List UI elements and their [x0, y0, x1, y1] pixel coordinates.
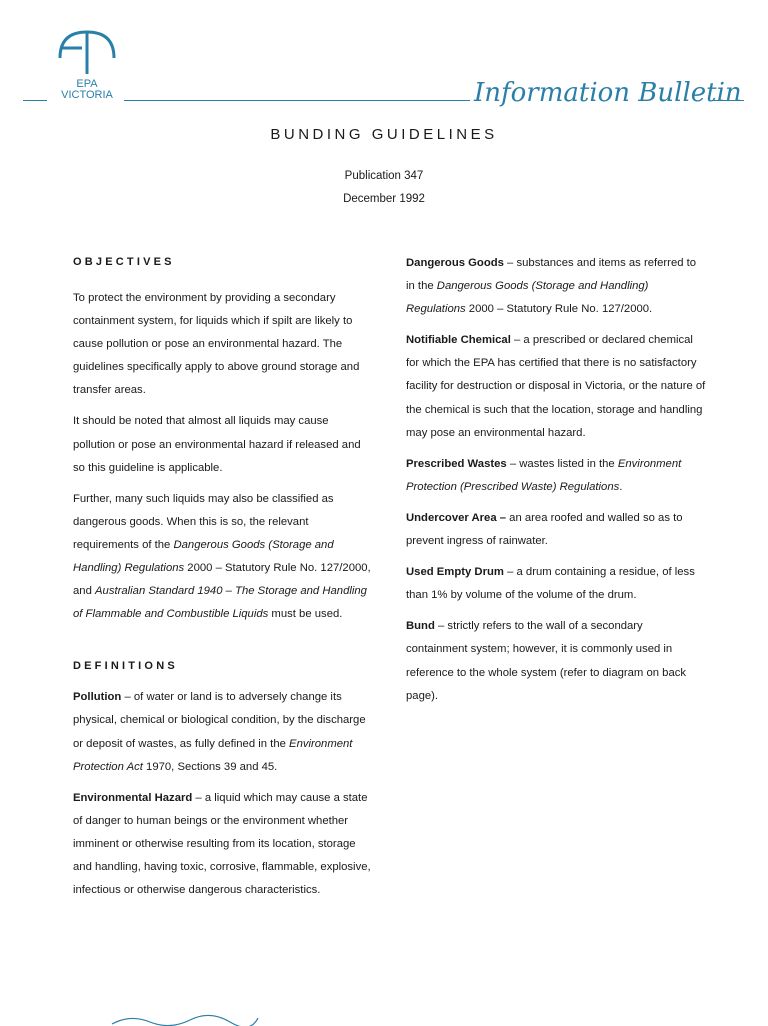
right-column: [406, 252, 706, 716]
bund-text: – strictly refers to the wall of a secondary containment system; however, it is commonly used in reference to the whole system (refer to diagram on back page).: [406, 620, 687, 702]
definitions-heading: DEFINITIONS: [73, 660, 178, 673]
header-rule-left: [23, 100, 47, 101]
pw-italic-regs: Environment Protection (Prescribed Waste) Regulations: [406, 457, 682, 493]
definition-notifiable-chemical: [406, 329, 706, 444]
logo-text: [52, 79, 122, 101]
definition-bund: [406, 615, 706, 707]
objectives-paragraph-1: To protect the environment by providing a secondary containment system, for liquids which if spilt are likely to cause pollution or pose an environmental hazard. The guidelines specifically apply to above ground storage and transfer areas.: [73, 292, 360, 397]
logo-line-2: VICTORIA: [61, 89, 113, 101]
header: [0, 0, 768, 112]
term-environmental-hazard: Environmental Hazard: [73, 791, 193, 804]
term-pollution: Pollution: [73, 691, 122, 704]
p3-text-a: Further, many such liquids may also be classified as dangerous goods. When this is so, the relevant requirements of the: [73, 492, 334, 551]
pollution-text-c: 1970, Sections 39 and 45.: [142, 760, 278, 773]
term-used-empty-drum: Used Empty Drum: [406, 566, 504, 579]
ua-text: an area roofed and walled so as to prevent ingress of rainwater.: [406, 511, 683, 548]
dg-italic-regs: Dangerous Goods (Storage and Handling) Regulations: [406, 280, 649, 316]
dg-text-c: 2000 – Statutory Rule No. 127/2000.: [465, 303, 653, 316]
nc-text: – a prescribed or declared chemical for which the EPA has certified that there is no satisfactory facility for destruction or disposal in Victoria, or the nature of the chemical is such that the location, storage and handling may pose an environmental hazard.: [406, 334, 706, 439]
term-dangerous-goods: Dangerous Goods: [406, 257, 504, 269]
page-title: BUNDING GUIDELINES: [270, 126, 498, 143]
objectives-heading: OBJECTIVES: [73, 256, 175, 268]
bulletin-title: Information Bulletin: [474, 78, 742, 108]
definition-dangerous-goods: [406, 252, 706, 321]
epa-logo-icon: [56, 28, 118, 74]
pollution-text-a: – of water or land is to adversely change its physical, chemical or biological condition, by the discharge or deposit of wastes, as fully defined in the: [73, 691, 366, 750]
header-rule-middle: [124, 100, 470, 101]
definition-pollution: [73, 686, 373, 778]
definition-undercover-area: [406, 507, 706, 553]
pw-text-c: .: [619, 480, 623, 493]
term-prescribed-wastes: Prescribed Wastes: [406, 457, 507, 470]
p3-italic-standard: Australian Standard 1940 – The Storage and Handling of Flammable and Combustible Liquids: [73, 585, 367, 621]
term-bund: Bund: [406, 620, 435, 633]
objectives-paragraph-3: [73, 488, 373, 627]
publication-info: [0, 165, 768, 211]
p3-text-c: 2000 – Statutory Rule No. 127/2000, and: [73, 562, 371, 598]
left-column: [73, 252, 373, 910]
term-notifiable-chemical: Notifiable Chemical: [406, 334, 511, 347]
pw-text-a: – wastes listed in the: [506, 457, 618, 470]
ued-text: – a drum containing a residue, of less than 1% by volume of the volume of the drum.: [406, 566, 695, 602]
publication-number: Publication 347: [344, 170, 424, 182]
term-undercover-area: Undercover Area –: [406, 511, 507, 524]
definition-prescribed-wastes: [406, 453, 706, 499]
objectives-paragraph-2: It should be noted that almost all liquids may cause pollution or pose an environmental hazard if released and so this guideline is applicable.: [73, 415, 361, 474]
definition-used-empty-drum: [406, 561, 706, 607]
pollution-italic-act: Environment Protection Act: [73, 737, 353, 773]
definition-environmental-hazard: [73, 787, 373, 902]
publication-date: December 1992: [343, 193, 425, 205]
env-hazard-text: – a liquid which may cause a state of danger to human beings or the environment whether imminent or otherwise resulting from its location, storage and handling, having toxic, corrosive, flammable, explosive, infectious or otherwise dangerous characteristics.: [73, 791, 371, 897]
dg-text-a: – substances and items as referred to in the: [406, 257, 697, 293]
logo-line-1: EPA: [76, 78, 98, 90]
p3-italic-dg-regs: Dangerous Goods (Storage and Handling) Regulations: [73, 538, 334, 575]
p3-text-e: must be used.: [268, 608, 343, 621]
